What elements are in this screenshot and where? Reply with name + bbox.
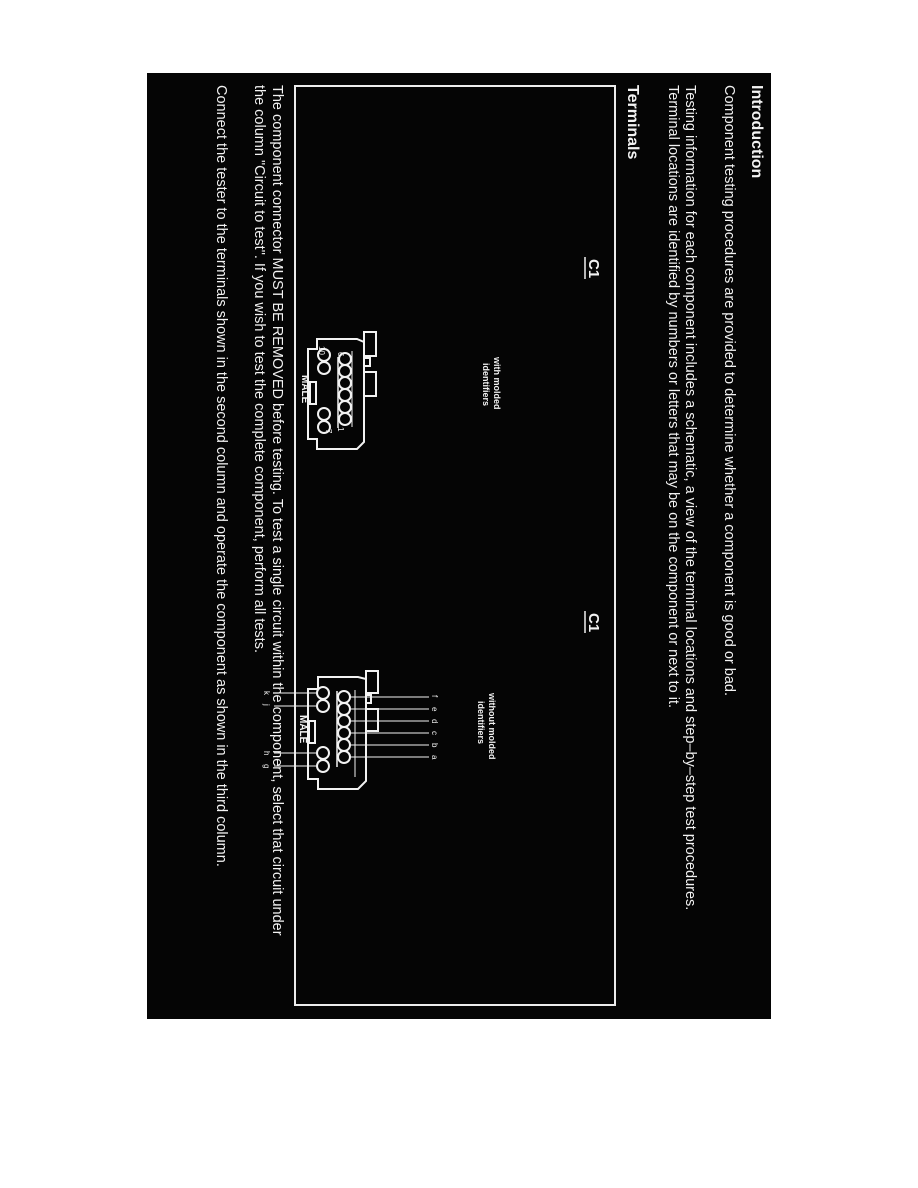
pin-letter-b: b [430,743,439,748]
left-gender-label: MALE [299,375,310,404]
left-caption-line-1: with molded [492,357,502,410]
scanned-page [147,73,771,1019]
right-pin-c [338,727,350,739]
pin-letter-g: g [262,764,271,769]
right-pin-k [317,687,329,699]
left-key [310,382,316,404]
left-pin [318,408,330,420]
left-connector [299,257,602,449]
left-pin [339,365,351,377]
introduction-paragraph: Component testing procedures are provided to determine whether a component is good or bad. [721,85,737,696]
left-pin [339,389,351,401]
right-key [309,721,315,743]
terminals-heading: Terminals [624,85,641,160]
right-pin-f [338,691,350,703]
left-pin [339,377,351,389]
pin-letter-j: j [262,704,271,706]
right-pin-e [338,703,350,715]
right-latch-tab-2 [366,709,378,731]
right-pin-g [317,760,329,772]
left-latch-tab-1 [364,332,376,356]
right-latch-tab-1 [366,671,378,693]
left-c1-label: C1 [585,259,602,279]
left-caption-line-2: identifiers [481,363,491,407]
right-caption-line-1: without molded [487,693,497,760]
connect-instruction: Connect the tester to the terminals shown in the second column and operate the component as shown in the third column. [213,85,229,867]
rotated-content [147,73,771,1019]
pin-letter-a: a [430,755,439,760]
right-pin-a [338,751,350,763]
right-caption-line-2: identifiers [476,701,486,745]
pin-letter-h: h [262,751,271,756]
right-c1-label: C1 [585,613,602,633]
testing-info-line-2: Terminal locations are identified by numbers or letters that may be on the component or next to it. [665,85,681,709]
left-pin-mark-1: 1 [336,427,345,432]
right-upper-letters [430,695,439,760]
right-connector [274,611,602,789]
right-pin-d [338,715,350,727]
right-gender-label: MALE [297,715,308,744]
pin-letter-k: k [262,691,271,695]
right-pin-j [317,700,329,712]
left-latch-tab-2 [364,372,376,396]
right-pin-h [317,747,329,759]
left-pin-mark-6: 6 [336,352,345,357]
right-upper-leaders [350,697,429,757]
left-pin-mark-7: 7 [324,429,333,434]
introduction-heading: Introduction [748,85,765,179]
pin-letter-f: f [430,695,439,698]
removal-instruction-line-2: the column "Circuit to test". If you wish to test the complete component, perform all tests. [251,85,267,653]
left-pin [339,413,351,425]
testing-info-line-1: Testing information for each component includes a schematic, a view of the terminal locations and step–by–step test procedures. [682,85,698,911]
pin-letter-e: e [430,707,439,712]
left-pin [318,362,330,374]
removal-instruction-line-1: The component connector MUST BE REMOVED before testing. To test a single circuit within the component, select that circuit under [269,85,285,936]
right-pin-b [338,739,350,751]
left-pin [339,401,351,413]
left-pin-mark-10: 10 [317,346,326,355]
pin-letter-c: c [430,731,439,735]
pin-letter-d: d [430,719,439,724]
